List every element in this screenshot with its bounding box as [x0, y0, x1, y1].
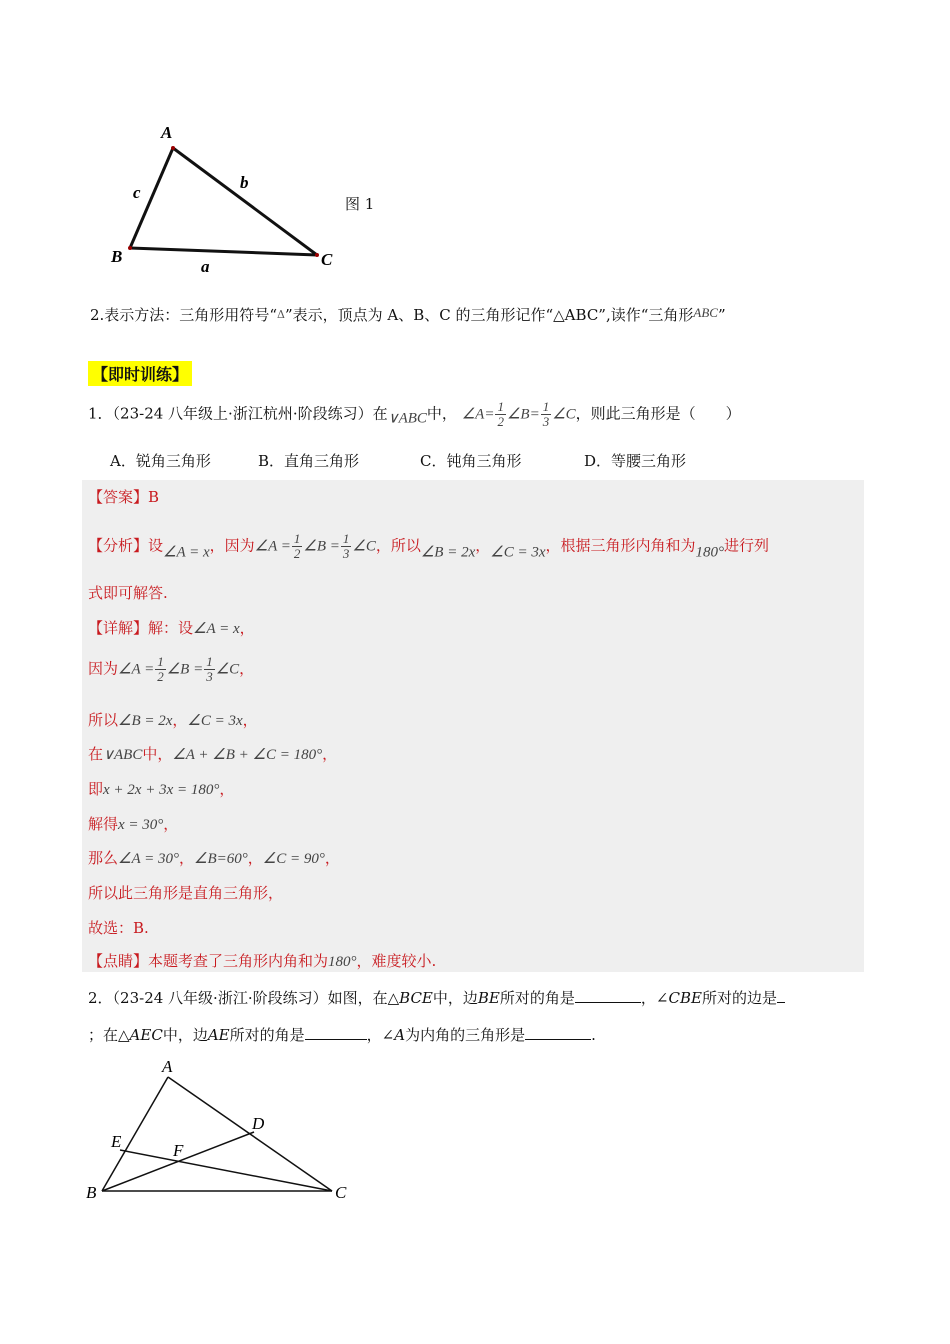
detail-l4-text: 在 — [88, 745, 104, 763]
detail-l4-tri: ∨ABC — [103, 747, 143, 763]
detail-l6-end: ， — [163, 815, 179, 833]
q2-blank-1[interactable] — [575, 1002, 641, 1003]
question-2-line-2 — [88, 1024, 596, 1045]
question-2-line-1 — [88, 987, 785, 1008]
q1-third-num: 1 — [542, 399, 550, 414]
remark-t1: 本题考查了三角形内角和为 — [148, 952, 329, 970]
fig2-label-c: C — [335, 1183, 347, 1202]
q1-text3: ，则此三角形是（ ） — [575, 404, 741, 423]
detail-line-2 — [88, 655, 254, 684]
q1-option-a[interactable]: A．锐角三角形 — [110, 452, 211, 470]
detail-l4-math: ∠A + ∠B + ∠C = 180° — [172, 747, 323, 763]
q1-frac-third — [541, 400, 552, 429]
figure-1-caption: 图 1 — [345, 195, 375, 213]
q2-l2e: 所对的角是 — [229, 1026, 305, 1044]
detail-label: 【详解】 — [88, 619, 149, 637]
detail-line-5 — [88, 778, 234, 799]
detail-l3-m2: ∠C = 3x — [187, 713, 243, 729]
detail-l3-end: ， — [242, 711, 258, 729]
analysis-t6: 进行列 — [724, 536, 770, 555]
q1-angle-b: ∠B — [506, 406, 530, 423]
detail-l7-m3: ∠C = 90° — [262, 851, 325, 867]
detail-l5-math: x + 2x + 3x = 180° — [103, 782, 220, 798]
detail-l5-text: 即 — [88, 780, 104, 798]
q2-l1d: BE — [477, 989, 500, 1007]
q2-number: 2． — [88, 989, 113, 1007]
detail-line-1 — [88, 617, 255, 638]
detail-frac-half: $\frac{1}{2}$ — [157, 654, 164, 684]
q2-l2h: 为内角的三角形是 — [405, 1026, 526, 1044]
q2-l2d: AE — [207, 1026, 230, 1044]
q1-half-den: 2 — [497, 414, 504, 429]
analysis-m2b: ∠B = — [303, 538, 340, 555]
q1-option-c[interactable]: C．钝角三角形 — [420, 452, 522, 470]
detail-l7-sep2: ， — [247, 849, 263, 867]
q2-l2c: 中，边 — [162, 1026, 208, 1044]
analysis-line-2: 式即可解答. — [88, 584, 168, 602]
q2-l2i: . — [591, 1026, 596, 1044]
analysis-m3: ∠B = 2x — [420, 544, 476, 561]
q1-third-den: 3 — [542, 414, 550, 429]
fig2-label-a: A — [162, 1057, 173, 1076]
analysis-t5: ，根据三角形内角和为 — [545, 536, 696, 555]
q1-eq: = — [484, 406, 495, 423]
q2-l2g: ∠A — [381, 1026, 406, 1044]
figure-2-triangle — [80, 1055, 370, 1205]
q2-blank-2[interactable] — [777, 1002, 785, 1003]
delta-symbol: Δ — [276, 308, 285, 321]
detail-line-3 — [88, 709, 258, 730]
detail-line-6 — [88, 813, 178, 834]
q1-angle-c: ∠C — [552, 406, 576, 423]
q1-options — [110, 450, 686, 471]
line2-abc: ABC — [693, 305, 718, 320]
detail-l7-m2: ∠B=60° — [194, 851, 248, 867]
q1-angle-a: ∠A — [461, 406, 485, 423]
detail-l7-end: ， — [324, 849, 340, 867]
q1-frac-half — [495, 400, 506, 429]
q2-l1b: BCE — [399, 989, 433, 1007]
fig2-label-f: F — [173, 1141, 184, 1160]
q1-source: （23-24 八年级上·浙江杭州·阶段练习）在 — [112, 404, 388, 423]
detail-l2-a: ∠A = — [118, 661, 155, 678]
detail-l1-end: ， — [239, 619, 255, 637]
detail-l4-mid: 中， — [142, 745, 173, 763]
detail-line-8: 所以此三角形是直角三角形， — [88, 884, 284, 902]
detail-l1-text: 解：设 — [148, 619, 194, 637]
detail-l2-c: ∠C — [215, 661, 240, 678]
analysis-m5: 180° — [695, 544, 724, 561]
detail-l6-text: 解得 — [88, 815, 119, 833]
detail-l2-b: ∠B = — [166, 661, 204, 678]
remark-line — [88, 950, 436, 971]
detail-l7-m1: ∠A = 30° — [118, 851, 179, 867]
figure-1-triangle — [95, 118, 355, 278]
answer-line — [88, 486, 159, 507]
fig2-label-b: B — [86, 1183, 97, 1202]
analysis-m2a: ∠A = — [254, 538, 291, 555]
q1-triangle: ∨ABC — [387, 410, 427, 427]
q2-l1c: 中，边 — [432, 989, 478, 1007]
q2-l2f: ， — [366, 1026, 382, 1044]
detail-l7-text: 那么 — [88, 849, 119, 867]
detail-l3-text: 所以 — [88, 711, 119, 729]
analysis-t2: ，因为 — [209, 536, 255, 555]
q2-l2a: ；在△ — [88, 1026, 130, 1044]
analysis-m2c: ∠C — [352, 538, 376, 555]
analysis-t4: ， — [475, 536, 491, 555]
answer-label: 【答案】 — [88, 488, 149, 506]
q2-l1h: 所对的边是 — [701, 989, 777, 1007]
fig2-label-d: D — [252, 1114, 265, 1133]
analysis-m4: ∠C = 3x — [490, 544, 546, 561]
side-label-a: a — [201, 257, 210, 276]
analysis-t1: 设 — [148, 536, 164, 555]
answer-value: B — [148, 488, 160, 506]
detail-l4-end: ， — [322, 745, 338, 763]
side-label-b: b — [240, 173, 249, 192]
question-1: 1．（23-24 八年级上·浙江杭州·阶段练习）在∨ABC中， ∠A= $\frac{1}{2}$ ∠B= $\frac{1}{3}$ ∠C，则此三角形是（ ） — [88, 399, 741, 429]
detail-line-9: 故选：B. — [88, 919, 149, 937]
analysis-m1: ∠A = x — [163, 544, 210, 561]
line2-prefix: 2.表示方法：三角形用符号“ — [90, 306, 277, 324]
q2-blank-4[interactable] — [525, 1039, 591, 1040]
remark-math: 180° — [328, 954, 357, 970]
detail-frac-third: $\frac{1}{3}$ — [206, 654, 213, 684]
remark-t2: ，难度较小. — [356, 952, 437, 970]
q2-l1a: （23-24 八年级·浙江·阶段练习）如图，在△ — [112, 989, 400, 1007]
fig2-label-e: E — [111, 1132, 122, 1151]
detail-l3-sep: ， — [172, 711, 188, 729]
q2-l1f: ， — [640, 989, 656, 1007]
vertex-label-b: B — [111, 247, 123, 266]
section-heading: 【即时训练】 — [88, 361, 192, 386]
segment-ce — [120, 1150, 332, 1191]
q1-half-num: 1 — [497, 399, 504, 414]
detail-line-4 — [88, 743, 337, 764]
detail-l7-sep1: ， — [178, 849, 194, 867]
q1-text2: 中， — [426, 404, 457, 423]
q2-l1e: 所对的角是 — [499, 989, 575, 1007]
analysis-line-1 — [88, 532, 769, 562]
detail-l5-end: ， — [219, 780, 235, 798]
side-ac — [173, 148, 317, 255]
line2-middle: ”表示，顶点为 A、B、C 的三角形记作“△ABC”,读作“三角形 — [284, 306, 694, 324]
q2-l1g: ∠CBE — [655, 989, 702, 1007]
q1-option-d[interactable]: D．等腰三角形 — [584, 452, 687, 470]
analysis-t3: ，所以 — [375, 536, 421, 555]
q1-number: 1． — [88, 404, 113, 423]
vertex-label-c: C — [321, 250, 333, 269]
detail-l2-end: ， — [239, 659, 255, 678]
q2-l2b: AEC — [129, 1026, 163, 1044]
detail-line-7 — [88, 847, 340, 868]
detail-l1-math: ∠A = x — [193, 621, 240, 637]
detail-l2-text: 因为 — [88, 659, 119, 678]
side-label-c: c — [133, 183, 141, 202]
q1-option-b[interactable]: B．直角三角形 — [258, 452, 360, 470]
line2-suffix: ” — [717, 306, 726, 324]
analysis-frac-third: $\frac{1}{3}$ — [342, 531, 350, 561]
q2-blank-3[interactable] — [305, 1039, 367, 1040]
analysis-frac-half: $\frac{1}{2}$ — [293, 531, 301, 561]
vertex-label-a: A — [161, 123, 173, 142]
detail-l6-math: x = 30° — [118, 817, 164, 833]
representation-method-line — [90, 304, 726, 325]
remark-label: 【点睛】 — [88, 952, 149, 970]
detail-l3-m1: ∠B = 2x — [118, 713, 173, 729]
analysis-label: 【分析】 — [88, 536, 149, 555]
side-bc — [130, 248, 317, 255]
